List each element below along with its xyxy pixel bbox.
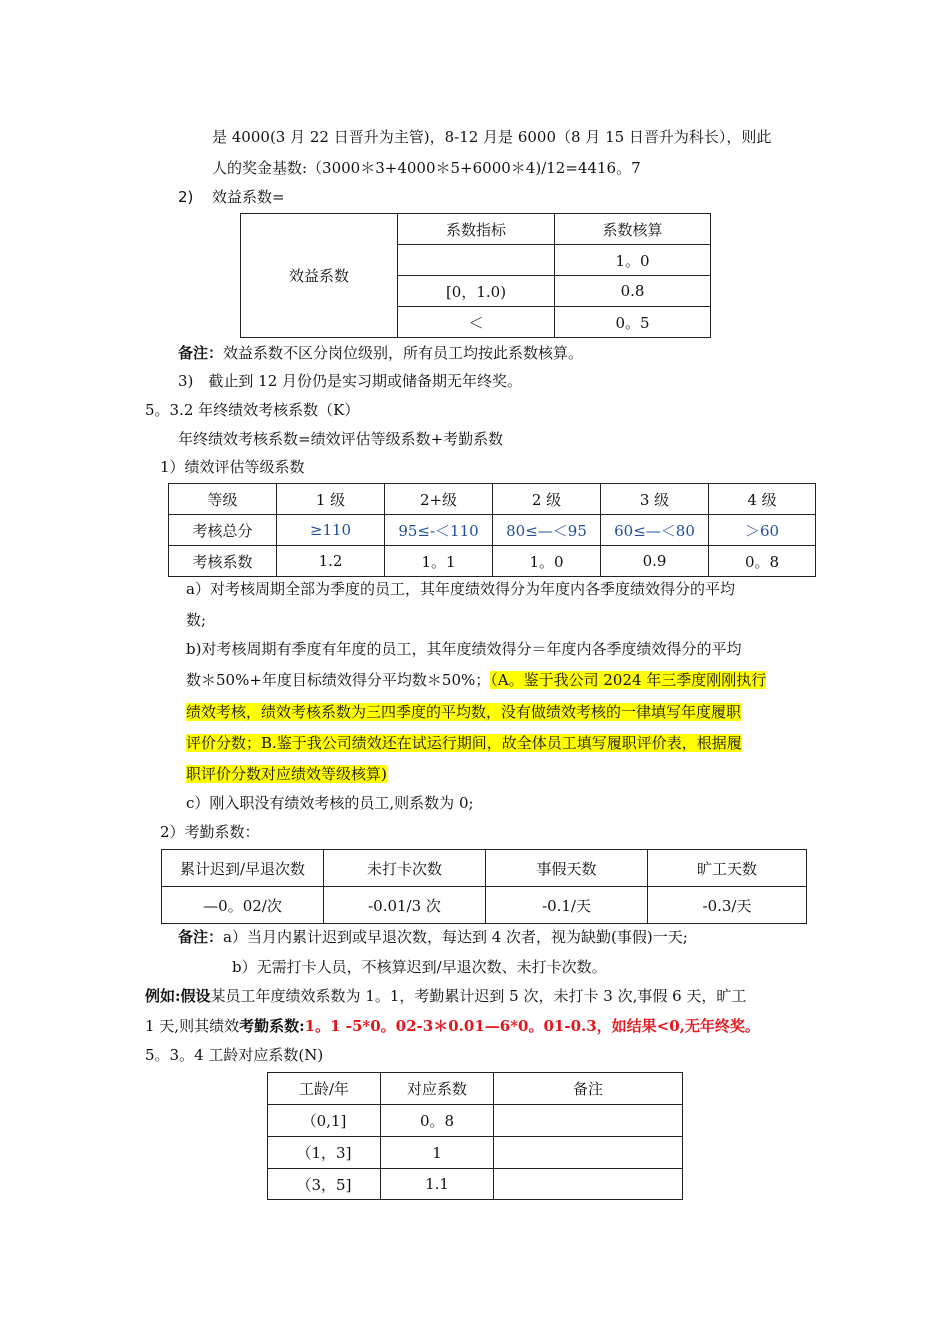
seniority-cell: （0,1] bbox=[268, 1105, 381, 1137]
score-cell: 60≤—＜80 bbox=[601, 515, 709, 546]
note-label: 备注： bbox=[178, 344, 224, 362]
benefit-header-indicator: 系数指标 bbox=[398, 214, 555, 245]
example-text: 某员工年度绩效系数为 1。1，考勤累计迟到 5 次，未打卡 3 次,事假 6 天，旷工 bbox=[210, 987, 747, 1005]
seniority-cell bbox=[494, 1137, 683, 1169]
attendance-header: 累计迟到/早退次数 bbox=[162, 850, 324, 887]
attendance-header: 未打卡次数 bbox=[324, 850, 486, 887]
highlight-text: 评价分数；B.鉴于我公司绩效还在试运行期间，故全体员工填写履职评价表，根据履 bbox=[186, 734, 742, 752]
grade-cell: 2 级 bbox=[493, 484, 601, 515]
benefit-cell: 0。5 bbox=[555, 307, 711, 338]
benefit-cell bbox=[398, 245, 555, 276]
item-2-number: 2) bbox=[178, 188, 194, 206]
highlight-line-5 bbox=[186, 764, 387, 784]
seniority-cell: （1，3] bbox=[268, 1137, 381, 1169]
score-cell: ＞60 bbox=[709, 515, 816, 546]
seniority-header: 对应系数 bbox=[381, 1073, 494, 1105]
seniority-cell bbox=[494, 1105, 683, 1137]
benefit-cell: 0.8 bbox=[555, 276, 711, 307]
point-b-plain: 数＊50%+年度目标绩效得分平均数＊50%； bbox=[186, 671, 491, 689]
grade-cell: 3 级 bbox=[601, 484, 709, 515]
benefit-label-cell: 效益系数 bbox=[241, 214, 398, 338]
grade-cell: 2+级 bbox=[385, 484, 493, 515]
coef-label: 考核系数 bbox=[169, 546, 277, 577]
coef-cell: 1。1 bbox=[385, 546, 493, 577]
coef-cell: 1.2 bbox=[277, 546, 385, 577]
highlight-line-4 bbox=[186, 733, 742, 753]
grade-cell: 1 级 bbox=[277, 484, 385, 515]
seniority-header: 工龄/年 bbox=[268, 1073, 381, 1105]
attendance-value: -0.3/天 bbox=[648, 887, 807, 924]
score-cell: 95≤-＜110 bbox=[385, 515, 493, 546]
seniority-cell: 1.1 bbox=[381, 1169, 494, 1200]
seniority-cell: 1 bbox=[381, 1137, 494, 1169]
note-text: a）当月内累计迟到或早退次数，每达到 4 次者，视为缺勤(事假)一天; bbox=[223, 928, 688, 946]
benefit-note bbox=[178, 343, 583, 363]
intro-line-2: 人的奖金基数:（3000＊3+4000＊5+6000＊4)/12=4416。7 bbox=[212, 159, 641, 177]
point-a-line-1: a）对考核周期全部为季度的员工，其年度绩效得分为年度内各季度绩效得分的平均 bbox=[186, 580, 735, 598]
score-label: 考核总分 bbox=[169, 515, 277, 546]
score-cell: 80≤—＜95 bbox=[493, 515, 601, 546]
point-c: c）刚入职没有绩效考核的员工,则系数为 0; bbox=[186, 794, 474, 812]
seniority-table bbox=[267, 1072, 683, 1200]
grade-cell: 等级 bbox=[169, 484, 277, 515]
attendance-header: 旷工天数 bbox=[648, 850, 807, 887]
point-b-line-1: b)对考核周期有季度有年度的员工，其年度绩效得分＝年度内各季度绩效得分的平均 bbox=[186, 640, 742, 658]
item-3: 3) 截止到 12 月份仍是实习期或储备期无年终奖。 bbox=[178, 372, 523, 390]
highlight-note-start: （A。鉴于我公司 2024 年三季度刚刚执行 bbox=[490, 671, 767, 689]
benefit-header-calc: 系数核算 bbox=[555, 214, 711, 245]
grade-table bbox=[168, 483, 816, 577]
attendance-note-b: b）无需打卡人员，不核算迟到/早退次数、未打卡次数。 bbox=[232, 958, 607, 976]
attendance-note-a bbox=[178, 927, 688, 947]
grade-cell: 4 级 bbox=[709, 484, 816, 515]
attendance-value: —0。02/次 bbox=[162, 887, 324, 924]
section-heading-seniority: 5。3。4 工龄对应系数(N) bbox=[145, 1046, 324, 1064]
example-red-formula: 1。1 -5*0。02-3＊0.01—6*0。01-0.3，如结果<0,无年终奖。 bbox=[304, 1017, 760, 1035]
sub-heading-grade: 1）绩效评估等级系数 bbox=[160, 458, 305, 476]
benefit-cell: [0，1.0) bbox=[398, 276, 555, 307]
intro-line-1: 是 4000(3 月 22 日晋升为主管)，8-12 月是 6000（8 月 15 日晋升为科长），则此 bbox=[212, 128, 772, 146]
seniority-header: 备注 bbox=[494, 1073, 683, 1105]
coef-cell: 0.9 bbox=[601, 546, 709, 577]
attendance-value: -0.1/天 bbox=[486, 887, 648, 924]
seniority-cell: （3，5] bbox=[268, 1169, 381, 1200]
seniority-cell: 0。8 bbox=[381, 1105, 494, 1137]
seniority-cell bbox=[494, 1169, 683, 1200]
item-2-text: 效益系数= bbox=[212, 188, 285, 206]
benefit-cell: ＜ bbox=[398, 307, 555, 338]
sub-heading-attendance: 2）考勤系数： bbox=[160, 823, 260, 841]
highlight-line-3 bbox=[186, 702, 741, 722]
attendance-header: 事假天数 bbox=[486, 850, 648, 887]
attendance-value: -0.01/3 次 bbox=[324, 887, 486, 924]
example-label: 例如:假设 bbox=[145, 987, 211, 1005]
coef-cell: 1。0 bbox=[493, 546, 601, 577]
k-formula: 年终绩效考核系数=绩效评估等级系数+考勤系数 bbox=[178, 430, 504, 448]
example-line-1 bbox=[145, 986, 746, 1006]
highlight-text: 绩效考核，绩效考核系数为三四季度的平均数，没有做绩效考核的一律填写年度履职 bbox=[186, 703, 742, 721]
note-text: 效益系数不区分岗位级别，所有员工均按此系数核算。 bbox=[223, 344, 584, 362]
example-line-2 bbox=[145, 1016, 760, 1036]
attendance-table bbox=[161, 849, 807, 924]
point-b-line-2 bbox=[186, 670, 766, 690]
benefit-coefficient-table bbox=[240, 213, 711, 338]
highlight-text: 职评价分数对应绩效等级核算) bbox=[186, 765, 387, 783]
example-text: 1 天,则其绩效 bbox=[145, 1017, 240, 1035]
note-label: 备注： bbox=[178, 928, 224, 946]
coef-cell: 0。8 bbox=[709, 546, 816, 577]
example-bold: 考勤系数: bbox=[239, 1017, 305, 1035]
point-a-line-2: 数; bbox=[186, 611, 207, 629]
benefit-cell: 1。0 bbox=[555, 245, 711, 276]
section-heading-k: 5。3.2 年终绩效考核系数（K） bbox=[145, 401, 360, 419]
score-cell: ≥110 bbox=[277, 515, 385, 546]
